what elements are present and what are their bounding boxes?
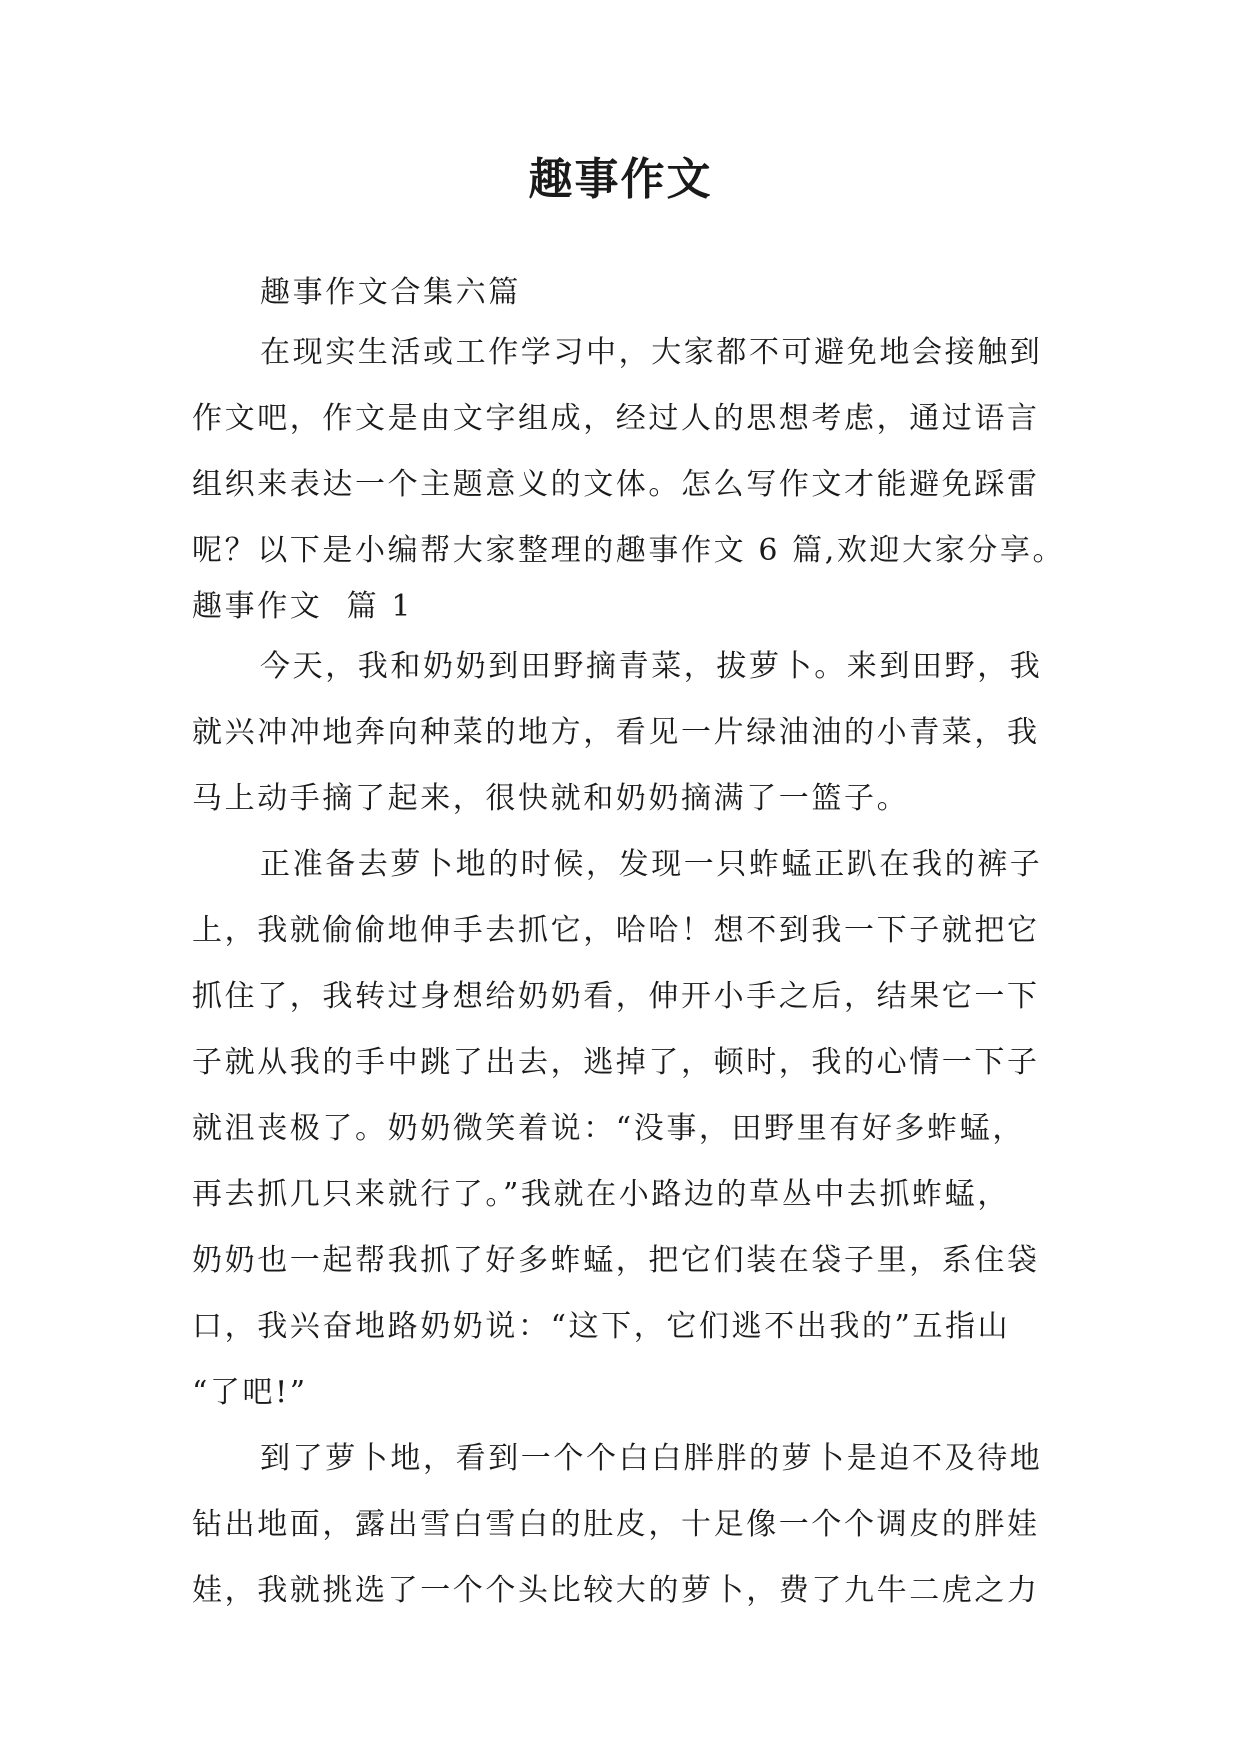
paragraph-line: 马上动手摘了起来，很快就和奶奶摘满了一篮子。: [192, 781, 910, 816]
paragraph-line: 上，我就偷偷地伸手去抓它，哈哈！想不到我一下子就把它: [192, 913, 1040, 948]
document-title: 趣事作文: [528, 154, 713, 205]
paragraph-line: 口，我兴奋地路奶奶说：“这下，它们逃不出我的”五指山: [192, 1309, 1011, 1344]
paragraph-line: “了吧!”: [192, 1375, 308, 1410]
paragraph-line: 就兴冲冲地奔向种菜的地方，看见一片绿油油的小青菜，我: [192, 715, 1040, 750]
paragraph-1: [192, 634, 1054, 832]
paragraph-line: 再去抓几只来就行了。”我就在小路边的草丛中去抓蚱蜢，: [192, 1177, 1010, 1212]
paragraph-line: 娃，我就挑选了一个个头比较大的萝卜，费了九牛二虎之力: [192, 1573, 1040, 1608]
paragraph-line: 钻出地面，露出雪白雪白的肚皮，十足像一个个调皮的胖娃: [192, 1507, 1040, 1542]
paragraph-line: 就沮丧极了。奶奶微笑着说：“没事，田野里有好多蚱蜢，: [192, 1111, 1025, 1146]
section-heading: 趣事作文 篇 1: [192, 589, 414, 624]
intro-line: 作文吧，作文是由文字组成，经过人的思想考虑，通过语言: [192, 401, 1040, 436]
paragraph-line: 奶奶也一起帮我抓了好多蚱蜢，把它们装在袋子里，系住袋: [192, 1243, 1040, 1278]
paragraph-3: [192, 1426, 1054, 1624]
intro-line: 在现实生活或工作学习中，大家都不可避免地会接触到: [260, 335, 1043, 370]
paragraph-line: 到了萝卜地，看到一个个白白胖胖的萝卜是迫不及待地: [260, 1441, 1043, 1476]
intro-paragraph: [192, 320, 1066, 584]
paragraph-line: 子就从我的手中跳了出去，逃掉了，顿时，我的心情一下子: [192, 1045, 1040, 1080]
paragraph-line: 正准备去萝卜地的时候，发现一只蚱蜢正趴在我的裤子: [260, 847, 1043, 882]
subtitle: 趣事作文合集六篇: [260, 275, 521, 310]
paragraph-line: 今天，我和奶奶到田野摘青菜，拔萝卜。来到田野，我: [260, 649, 1043, 684]
paragraph-line: 抓住了，我转过身想给奶奶看，伸开小手之后，结果它一下: [192, 979, 1040, 1014]
intro-line: 组织来表达一个主题意义的文体。怎么写作文才能避免踩雷: [192, 467, 1040, 502]
paragraph-2: [192, 832, 1054, 1426]
intro-line: 呢？以下是小编帮大家整理的趣事作文 6 篇,欢迎大家分享。: [192, 533, 1066, 568]
